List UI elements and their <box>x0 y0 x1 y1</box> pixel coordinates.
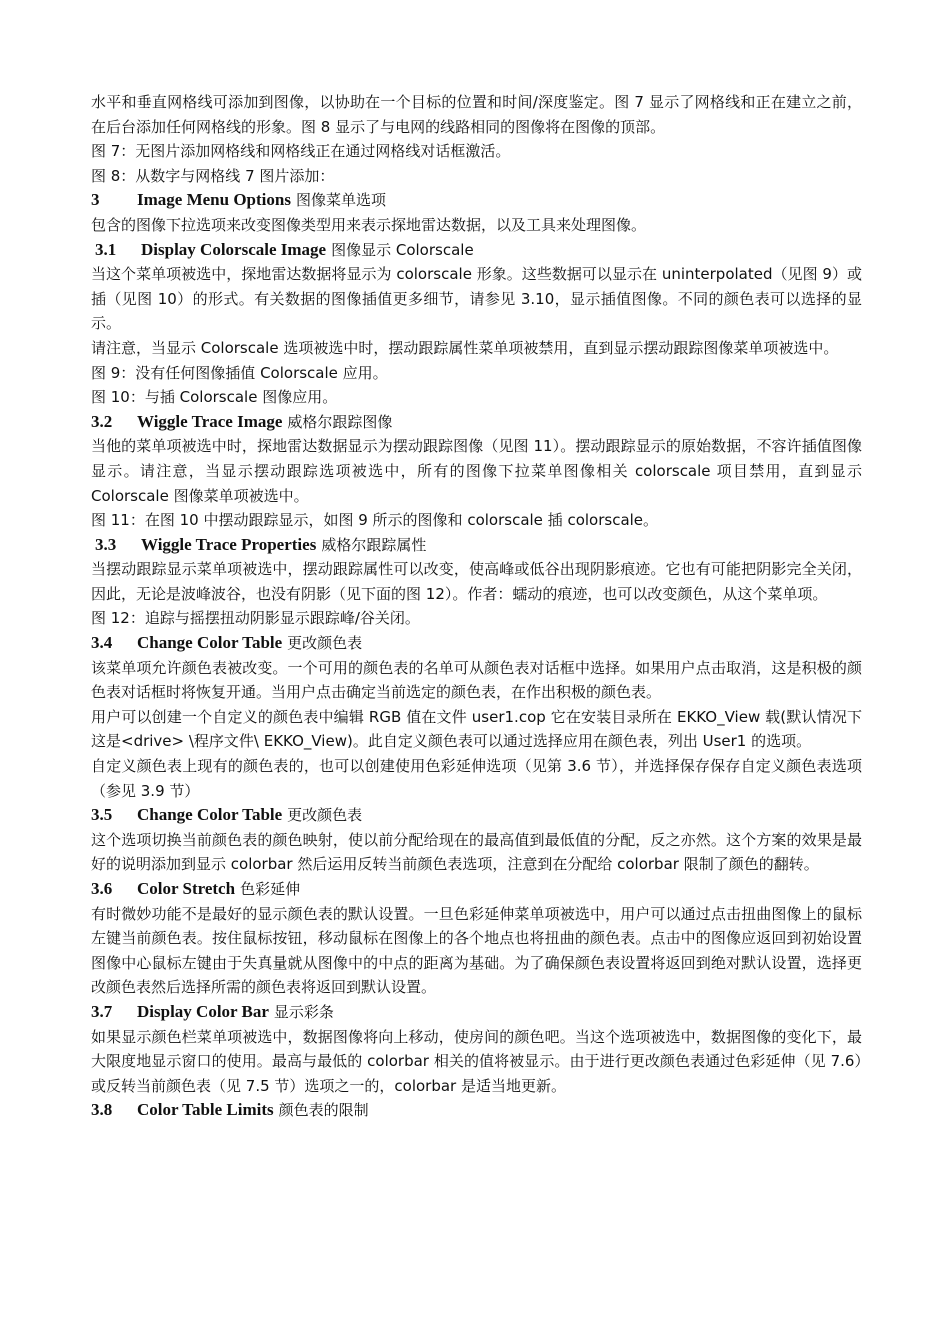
paragraph: 水平和垂直网格线可添加到图像，以协助在一个目标的位置和时间/深度鉴定。图 7 显示了网格线和正在建立之前，在后台添加任何网格线的形象。图 8 显示了与电网的线路相同的图像将在图像的顶部。 <box>91 93 862 136</box>
paragraph: 图 9：没有任何图像插值 Colorscale 应用。 <box>91 363 388 382</box>
paragraph: 当这个菜单项被选中，探地雷达数据将显示为 colorscale 形象。这些数据可以显示在 uninterpolated（见图 9）或插（见图 10）的形式。有关数据的图像插值更多细节，请参见 3.10，显示插值图像。不同的颜色表可以选择的显示。 <box>91 265 862 333</box>
paragraph: 请注意，当显示 Colorscale 选项被选中时，摆动跟踪属性菜单项被禁用，直到显示摆动跟踪图像菜单项被选中。 <box>91 338 839 357</box>
section-heading <box>91 803 862 828</box>
paragraph: 图 8：从数字与网格线 7 图片添加： <box>91 166 335 185</box>
section-heading <box>91 877 862 902</box>
section-title-english: Change Color Table <box>137 633 283 653</box>
section-title-english: Wiggle Trace Properties <box>141 534 317 554</box>
paragraph: 当他的菜单项被选中时，探地雷达数据显示为摆动跟踪图像（见图 11）。摆动跟踪显示的原始数据，不容许插值图像显示。请注意，当显示摆动跟踪选项被选中，所有的图像下拉菜单图像相关 colorscale 项目禁用，直到显示 Colorscale 图像菜单项被选中。 <box>91 437 862 505</box>
paragraph: 如果显示颜色栏菜单项被选中，数据图像将向上移动，使房间的颜色吧。当这个选项被选中，数据图像的变化下，最大限度地显示窗口的使用。最高与最低的 colorbar 相关的值将被显示。由于进行更改颜色表通过色彩延伸（见 7.6）或反转当前颜色表（见 7.5 节）选项之一的，colorbar 是适当地更新。 <box>91 1027 862 1095</box>
section-title-chinese: 图像显示 Colorscale <box>331 240 474 259</box>
section-number: 3.8 <box>91 1100 113 1120</box>
section-title-english: Change Color Table <box>137 805 283 825</box>
section-heading <box>91 188 862 213</box>
paragraph: 当摆动跟踪显示菜单项被选中，摆动跟踪属性可以改变，使高峰或低谷出现阴影痕迹。它也有可能把阴影完全关闭，因此，无论是波峰波谷，也没有阴影（见下面的图 12）。作者：蠕动的痕迹，也可以改变颜色，从这个菜单项。 <box>91 560 862 603</box>
paragraph: 自定义颜色表上现有的颜色表的，也可以创建使用色彩延伸选项（见第 3.6 节），并选择保存保存自定义颜色表选项（参见 3.9 节） <box>91 757 862 800</box>
paragraph: 图 11：在图 10 中摆动跟踪显示，如图 9 所示的图像和 colorscale 插 colorscale。 <box>91 511 659 530</box>
section-title-english: Wiggle Trace Image <box>137 411 283 431</box>
section-title-english: Display Colorscale Image <box>141 239 327 259</box>
section-heading <box>91 238 862 263</box>
section-number: 3.7 <box>91 1001 113 1021</box>
section-heading <box>91 1000 862 1025</box>
section-title-chinese: 威格尔跟踪图像 <box>287 412 393 431</box>
section-heading <box>91 533 862 558</box>
section-title-chinese: 更改颜色表 <box>287 634 363 653</box>
section-heading <box>91 410 862 435</box>
paragraph: 包含的图像下拉选项来改变图像类型用来表示探地雷达数据，以及工具来处理图像。 <box>91 215 647 234</box>
section-heading <box>91 631 862 656</box>
section-number: 3.1 <box>95 239 117 259</box>
section-title-english: Image Menu Options <box>137 190 291 210</box>
section-number: 3.6 <box>91 879 113 898</box>
section-heading <box>91 1098 862 1123</box>
section-title-chinese: 图像菜单选项 <box>295 191 386 210</box>
paragraph: 有时微妙功能不是最好的显示颜色表的默认设置。一旦色彩延伸菜单项被选中，用户可以通过点击扭曲图像上的鼠标左键当前颜色表。按住鼠标按钮，移动鼠标在图像上的各个地点也将扭曲的颜色表。点击中的图像应返回到初始设置图像中心鼠标左键由于失真量就从图像中的中点的距离为基础。为了确保颜色表设置将返回到绝对默认设置，选择更改颜色表然后选择所需的颜色表将返回到默认设置。 <box>91 904 862 997</box>
section-title-english: Color Stretch <box>137 879 236 898</box>
section-title-chinese: 显示彩条 <box>273 1002 334 1021</box>
section-number: 3.2 <box>91 411 113 431</box>
paragraph: 图 10：与插 Colorscale 图像应用。 <box>91 388 338 407</box>
section-number: 3.3 <box>95 534 117 554</box>
section-title-chinese: 色彩延伸 <box>240 880 301 898</box>
section-number: 3.4 <box>91 633 113 653</box>
paragraph: 这个选项切换当前颜色表的颜色映射，使以前分配给现在的最高值到最低值的分配，反之亦然。这个方案的效果是最好的说明添加到显示 colorbar 然后运用反转当前颜色表选项，注意到在分配给 colorbar 限制了颜色的翻转。 <box>91 830 862 874</box>
section-title-english: Color Table Limits <box>137 1100 274 1120</box>
paragraph: 图 7：无图片添加网格线和网格线正在通过网格线对话框激活。 <box>91 142 511 161</box>
paragraph: 图 12：追踪与摇摆扭动阴影显示跟踪峰/谷关闭。 <box>91 609 420 628</box>
section-title-chinese: 更改颜色表 <box>287 806 363 825</box>
section-title-chinese: 颜色表的限制 <box>278 1101 369 1120</box>
section-number: 3 <box>91 190 100 210</box>
section-number: 3.5 <box>91 805 113 825</box>
paragraph: 用户可以创建一个自定义的颜色表中编辑 RGB 值在文件 user1.cop 它在安装目录所在 EKKO_View 载(默认情况下这是<drive> \程序文件\ EKKO_View)。此自定义颜色表可以通过选择应用在颜色表，列出 User1 的选项。 <box>91 707 862 751</box>
paragraph: 该菜单项允许颜色表被改变。一个可用的颜色表的名单可从颜色表对话框中选择。如果用户点击取消，这是积极的颜色表对话框时将恢复开通。当用户点击确定当前选定的颜色表，在作出积极的颜色表。 <box>91 658 862 702</box>
section-title-chinese: 威格尔跟踪属性 <box>321 535 427 554</box>
section-title-english: Display Color Bar <box>137 1001 269 1021</box>
